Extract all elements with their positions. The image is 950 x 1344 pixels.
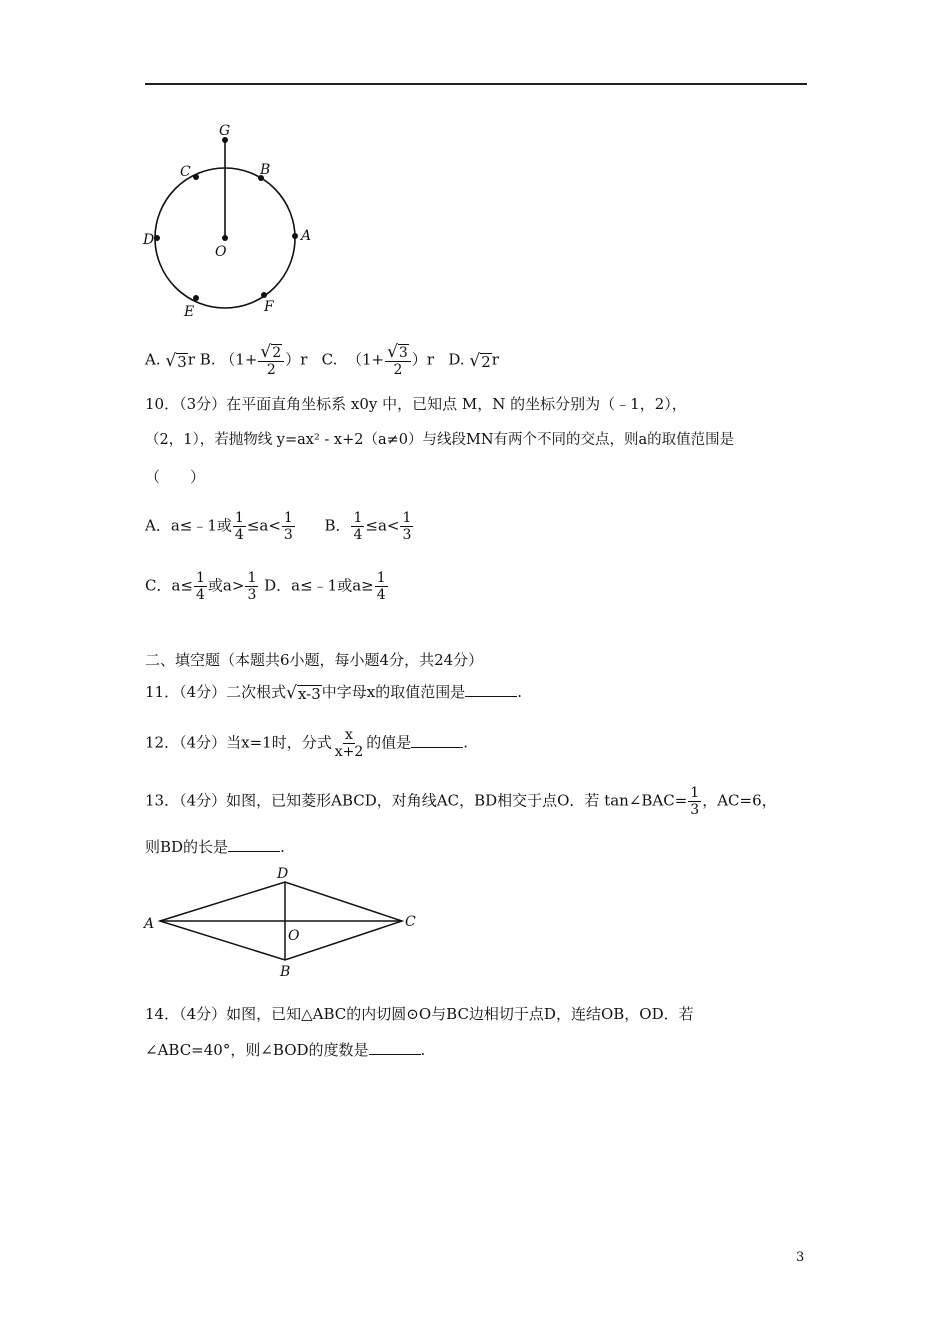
rhombus-figure [140, 862, 425, 982]
q12: 12．（4分）当x=1时，分式 $\frac{x}{x+2}$ 的值是 . [145, 727, 469, 760]
frac-sqrt2-over-2: √ 2 2 [258, 343, 284, 378]
label-G: G [219, 123, 231, 139]
frac-sqrt3-over-2: √ 3 2 [385, 343, 411, 378]
q10-opt-d: D．a≤﹣1或a≥ [264, 576, 374, 595]
q13-line1: 13．（4分）如图，已知菱形ABCD，对角线AC，BD相交于点O．若 tan∠BAC= $\frac{1}{3}$ ，AC=6， [145, 785, 777, 818]
q13-line2: 则BD的长是 . [145, 838, 285, 856]
opt-a-prefix: A. [145, 350, 161, 369]
label-D: D [143, 232, 155, 248]
opt-a-suffix: r B. [187, 350, 216, 369]
opt-d-prefix: D. [448, 350, 465, 369]
frac: $\frac{1}{3}$ [402, 510, 412, 543]
opt-c-open: （1+ [346, 350, 385, 369]
answer-blank[interactable] [369, 1040, 421, 1055]
sqrt-x-3: √ x-3 [286, 683, 321, 703]
label-D: D [277, 866, 289, 882]
q10-line2: （2，1），若抛物线 y=ax² - x+2（a≠0）与线段MN有两个不同的交点，则a的取值范围是 [145, 432, 735, 448]
label-B: B [260, 162, 271, 178]
frac-x-over-x-plus-2: $\frac{x}{x+2}$ [334, 727, 364, 760]
label-A: A [144, 916, 155, 932]
frac-1-over-3: $\frac{1}{3}$ [690, 785, 700, 818]
label-A: A [301, 228, 312, 244]
label-O: O [215, 244, 227, 260]
section-2-heading: 二、填空题（本题共6小题，每小题4分，共24分） [145, 651, 484, 669]
answer-blank[interactable] [411, 733, 463, 748]
frac: $\frac{1}{4}$ [196, 570, 205, 603]
label-B: B [280, 964, 291, 980]
frac: $\frac{1}{4}$ [353, 510, 363, 543]
q11: 11．（4分）二次根式 √ x-3 中字母x的取值范围是 . [145, 683, 523, 703]
label-E: E [184, 304, 195, 320]
frac: $\frac{1}{3}$ [247, 570, 257, 603]
q14-line1: 14．（4分）如图，已知△ABC的内切圆⊙O与BC边相切于点D，连结OB，OD．若 [145, 1005, 694, 1023]
q10-line1: 10．（3分）在平面直角坐标系 x0y 中，已知点 M，N 的坐标分别为（﹣1，2）， [145, 395, 687, 413]
q10-opt-a: A．a≤﹣1或 [145, 516, 232, 535]
circle-figure [140, 118, 320, 323]
frac: $\frac{1}{3}$ [283, 510, 293, 543]
q10-options-cd: C．a≤ $\frac{1}{4}$ 或a> $\frac{1}{3}$ D．a≤﹣1或a≥ $\frac{1}{4}$ [145, 570, 386, 603]
label-F: F [264, 299, 274, 315]
q10-line3: （ ） [145, 468, 206, 486]
page-number: 3 [796, 1250, 805, 1265]
opt-b-open: （1+ [220, 350, 258, 369]
q10-opt-b: B． [324, 516, 351, 535]
q10-opt-c: C．a≤ [145, 576, 193, 595]
opt-c-close: ）r [411, 350, 434, 369]
opt-b-close: ）r [285, 350, 308, 369]
opt-d-suffix: r [491, 350, 499, 369]
label-O: O [288, 928, 300, 944]
q10-options-ab: A．a≤﹣1或 $\frac{1}{4}$ ≤a< $\frac{1}{3}$ B． $\frac{1}{4}$ ≤a< $\frac{1}{3}$ [145, 510, 412, 543]
q14-line2: ∠ABC=40°，则∠BOD的度数是 . [145, 1041, 426, 1059]
sqrt-2: √ 2 [469, 350, 491, 371]
q9-options [145, 343, 499, 378]
opt-c-prefix: C. [321, 350, 338, 369]
answer-blank[interactable] [228, 837, 280, 852]
frac: $\frac{1}{4}$ [376, 570, 386, 603]
sqrt-3: √ 3 [165, 350, 187, 371]
header-rule [145, 83, 807, 85]
answer-blank[interactable] [465, 682, 517, 697]
label-C: C [180, 164, 191, 180]
label-C: C [405, 914, 416, 930]
frac: $\frac{1}{4}$ [234, 510, 244, 543]
